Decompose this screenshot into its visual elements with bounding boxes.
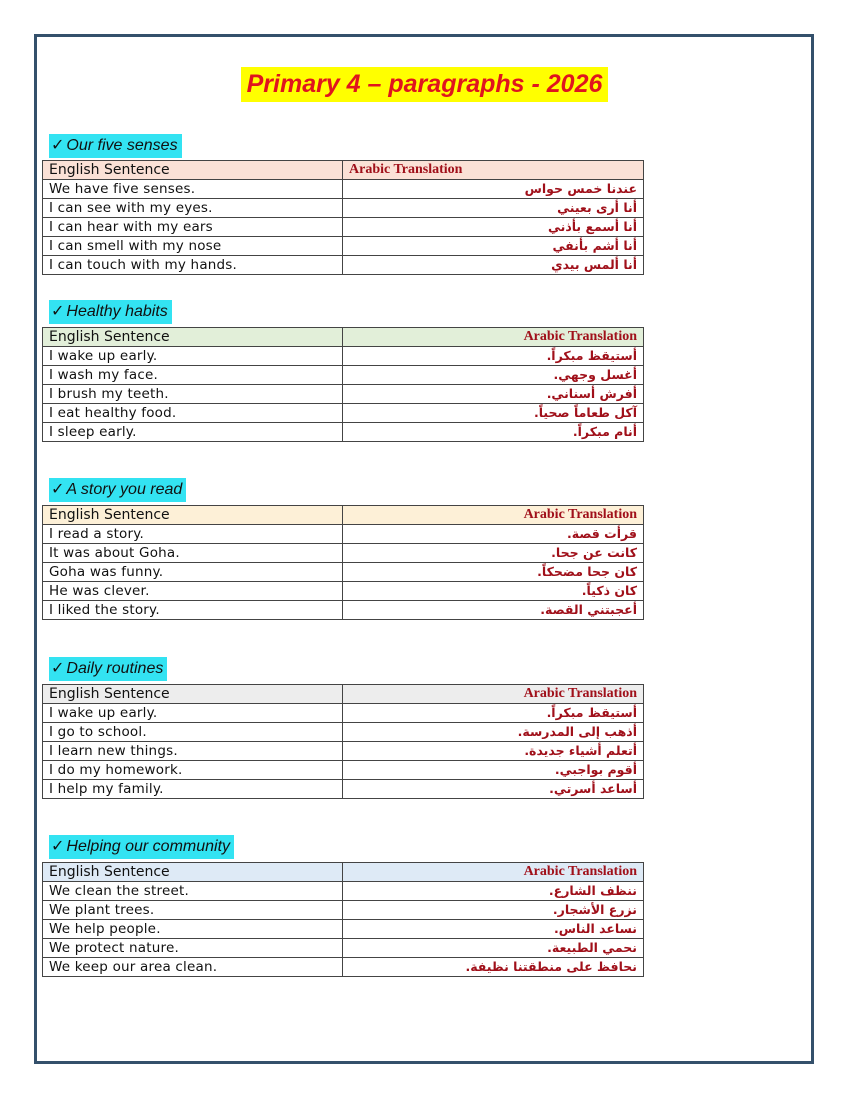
- table-row: [43, 723, 644, 742]
- english-sentence: I liked the story.: [43, 601, 343, 620]
- english-sentence: It was about Goha.: [43, 544, 343, 563]
- english-sentence: He was clever.: [43, 582, 343, 601]
- arabic-translation: أنا أسمع بأذني: [343, 218, 644, 237]
- table-row: [43, 385, 644, 404]
- arabic-translation: نزرع الأشجار.: [343, 901, 644, 920]
- table-row: [43, 237, 644, 256]
- table-row: [43, 544, 644, 563]
- english-sentence: I can touch with my hands.: [43, 256, 343, 275]
- table-row: [43, 218, 644, 237]
- english-sentence: We protect nature.: [43, 939, 343, 958]
- translation-table-daily-routines: [42, 684, 644, 799]
- arabic-translation: قرأت قصة.: [343, 525, 644, 544]
- arabic-translation: ننظف الشارع.: [343, 882, 644, 901]
- arabic-translation: نساعد الناس.: [343, 920, 644, 939]
- translation-table-a-story-you-read: [42, 505, 644, 620]
- english-column-header: English Sentence: [43, 328, 343, 347]
- arabic-translation: أعجبتني القصة.: [343, 601, 644, 620]
- arabic-translation: أذهب إلى المدرسة.: [343, 723, 644, 742]
- arabic-translation: كانت عن جحا.: [343, 544, 644, 563]
- checkmark-icon: ✓: [51, 303, 65, 320]
- checkmark-icon: ✓: [51, 838, 65, 855]
- english-sentence: I can smell with my nose: [43, 237, 343, 256]
- english-column-header: English Sentence: [43, 863, 343, 882]
- english-sentence: We plant trees.: [43, 901, 343, 920]
- checkmark-icon: ✓: [51, 137, 65, 154]
- arabic-translation: كان ذكياً.: [343, 582, 644, 601]
- section-heading-healthy-habits: [49, 300, 172, 324]
- arabic-column-header: Arabic Translation: [343, 863, 644, 882]
- english-sentence: I can see with my eyes.: [43, 199, 343, 218]
- checkmark-icon: ✓: [51, 481, 65, 498]
- translation-table-helping-our-community: [42, 862, 644, 977]
- section-heading-label: Our five senses: [66, 137, 178, 154]
- arabic-column-header: Arabic Translation: [343, 506, 644, 525]
- table-row: [43, 761, 644, 780]
- table-row: [43, 199, 644, 218]
- english-sentence: I eat healthy food.: [43, 404, 343, 423]
- table-row: [43, 920, 644, 939]
- arabic-translation: كان جحا مضحكاً.: [343, 563, 644, 582]
- table-row: [43, 939, 644, 958]
- english-sentence: I sleep early.: [43, 423, 343, 442]
- table-header-row: [43, 863, 644, 882]
- arabic-translation: أستيقظ مبكراً.: [343, 704, 644, 723]
- table-header-row: [43, 328, 644, 347]
- english-sentence: I brush my teeth.: [43, 385, 343, 404]
- section-heading-our-five-senses: [49, 134, 182, 158]
- section-heading-label: Daily routines: [66, 660, 164, 677]
- table-row: [43, 601, 644, 620]
- table-row: [43, 366, 644, 385]
- arabic-translation: أتعلم أشياء جديدة.: [343, 742, 644, 761]
- table-row: [43, 423, 644, 442]
- english-sentence: I go to school.: [43, 723, 343, 742]
- english-sentence: Goha was funny.: [43, 563, 343, 582]
- table-header-row: [43, 685, 644, 704]
- arabic-translation: نحافظ على منطقتنا نظيفة.: [343, 958, 644, 977]
- section-heading-label: A story you read: [66, 481, 183, 498]
- table-row: [43, 742, 644, 761]
- section-heading-a-story-you-read: [49, 478, 186, 502]
- arabic-translation: أنا أشم بأنفي: [343, 237, 644, 256]
- table-row: [43, 563, 644, 582]
- arabic-column-header: Arabic Translation: [343, 685, 644, 704]
- english-sentence: I wash my face.: [43, 366, 343, 385]
- arabic-column-header: Arabic Translation: [343, 161, 644, 180]
- arabic-translation: أغسل وجهي.: [343, 366, 644, 385]
- arabic-translation: أنام مبكراً.: [343, 423, 644, 442]
- english-column-header: English Sentence: [43, 685, 343, 704]
- english-column-header: English Sentence: [43, 506, 343, 525]
- table-row: [43, 780, 644, 799]
- english-sentence: I read a story.: [43, 525, 343, 544]
- english-sentence: We clean the street.: [43, 882, 343, 901]
- table-row: [43, 958, 644, 977]
- document-title: Primary 4 – paragraphs - 2026: [241, 67, 608, 102]
- english-sentence: I wake up early.: [43, 704, 343, 723]
- table-row: [43, 582, 644, 601]
- arabic-translation: أنا أرى بعيني: [343, 199, 644, 218]
- checkmark-icon: ✓: [51, 660, 65, 677]
- table-row: [43, 882, 644, 901]
- table-row: [43, 347, 644, 366]
- table-row: [43, 525, 644, 544]
- section-heading-daily-routines: [49, 657, 167, 681]
- arabic-translation: نحمي الطبيعة.: [343, 939, 644, 958]
- arabic-translation: أفرش أسناني.: [343, 385, 644, 404]
- table-header-row: [43, 161, 644, 180]
- english-sentence: We have five senses.: [43, 180, 343, 199]
- section-heading-label: Helping our community: [66, 838, 231, 855]
- translation-table-healthy-habits: [42, 327, 644, 442]
- table-row: [43, 901, 644, 920]
- arabic-translation: أقوم بواجبي.: [343, 761, 644, 780]
- english-column-header: English Sentence: [43, 161, 343, 180]
- english-sentence: I can hear with my ears: [43, 218, 343, 237]
- arabic-translation: أستيقظ مبكراً.: [343, 347, 644, 366]
- arabic-translation: أساعد أسرتي.: [343, 780, 644, 799]
- english-sentence: We help people.: [43, 920, 343, 939]
- translation-table-our-five-senses: [42, 160, 644, 275]
- english-sentence: I help my family.: [43, 780, 343, 799]
- table-row: [43, 404, 644, 423]
- arabic-column-header: Arabic Translation: [343, 328, 644, 347]
- section-heading-label: Healthy habits: [66, 303, 168, 320]
- arabic-translation: عندنا خمس حواس: [343, 180, 644, 199]
- english-sentence: I wake up early.: [43, 347, 343, 366]
- section-heading-helping-our-community: [49, 835, 234, 859]
- english-sentence: We keep our area clean.: [43, 958, 343, 977]
- table-row: [43, 180, 644, 199]
- english-sentence: I learn new things.: [43, 742, 343, 761]
- english-sentence: I do my homework.: [43, 761, 343, 780]
- table-header-row: [43, 506, 644, 525]
- table-row: [43, 256, 644, 275]
- arabic-translation: أنا ألمس بيدي: [343, 256, 644, 275]
- table-row: [43, 704, 644, 723]
- arabic-translation: آكل طعاماً صحياً.: [343, 404, 644, 423]
